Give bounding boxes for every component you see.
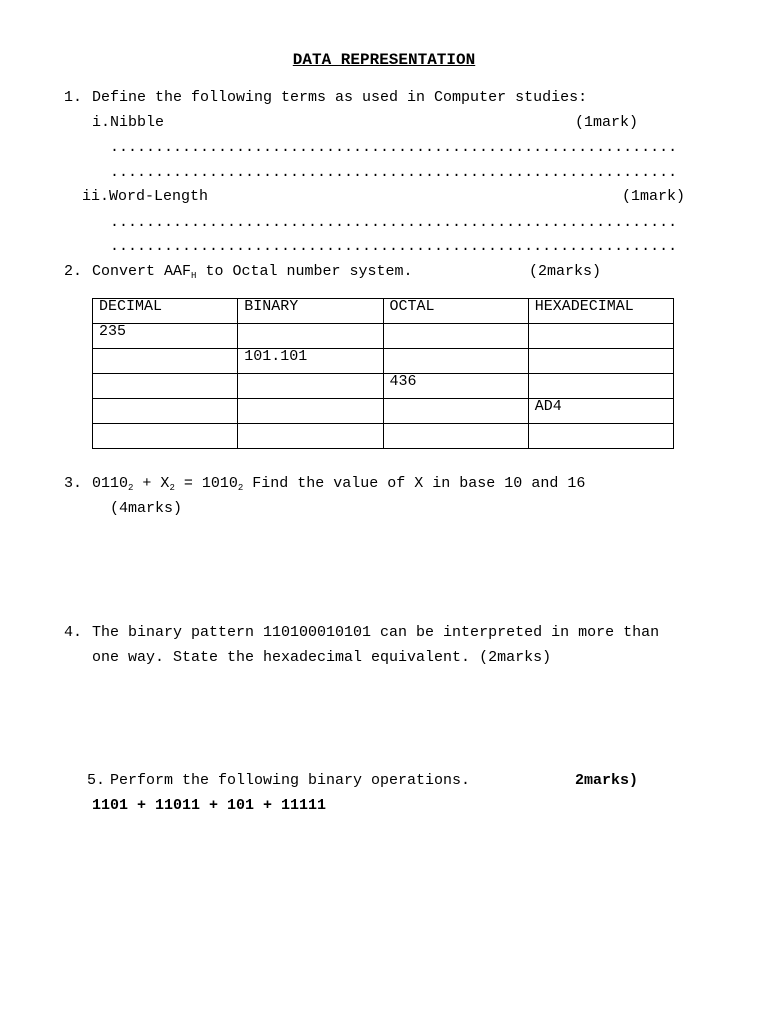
- q5-expression: 1101 + 11011 + 101 + 11111: [92, 797, 327, 814]
- q1-item-1-answer-line-1: ...............................................................: [110, 139, 678, 156]
- q5-number: 5.: [87, 772, 106, 789]
- table-cell[interactable]: [528, 424, 673, 449]
- table-cell[interactable]: [383, 424, 528, 449]
- table-row: [93, 374, 674, 399]
- table-cell[interactable]: [528, 324, 673, 349]
- conversion-table: [92, 298, 674, 449]
- q2-text-post: to Octal number system.: [196, 263, 413, 280]
- table-header-row: [93, 299, 674, 324]
- q5-marks: 2marks): [575, 772, 639, 789]
- q3-text: [92, 475, 585, 493]
- q2-text-pre: Convert AAF: [92, 263, 192, 280]
- q3-operand-a-base: 2: [128, 483, 134, 493]
- q2-text: [92, 263, 412, 281]
- table-cell[interactable]: [93, 374, 238, 399]
- q1-item-2-answer-line-2: ...............................................................: [110, 238, 678, 255]
- q1-number: 1.: [64, 89, 83, 106]
- q3-number: 3.: [64, 475, 83, 492]
- table-cell[interactable]: [93, 399, 238, 424]
- table-cell[interactable]: [93, 424, 238, 449]
- q3-result-base: 2: [237, 483, 244, 493]
- table-cell[interactable]: [238, 374, 383, 399]
- table-cell[interactable]: [238, 424, 383, 449]
- q3-marks: (4marks): [110, 500, 183, 517]
- table-cell[interactable]: [93, 349, 238, 374]
- table-cell[interactable]: 235: [93, 324, 238, 349]
- table-cell[interactable]: [528, 349, 673, 374]
- table-row: [93, 324, 674, 349]
- table-header-decimal: DECIMAL: [93, 299, 238, 324]
- q1-item-2-label: ii.Word-Length: [82, 188, 209, 205]
- table-header-hexadecimal: HEXADECIMAL: [528, 299, 673, 324]
- page-title: DATA REPRESENTATION: [292, 51, 476, 69]
- q3-x-base: 2: [169, 483, 175, 493]
- q4-number: 4.: [64, 624, 83, 641]
- table-cell[interactable]: 436: [383, 374, 528, 399]
- q5-text: Perform the following binary operations.: [110, 772, 471, 789]
- table-row: [93, 424, 674, 449]
- table-cell[interactable]: [238, 399, 383, 424]
- q2-text-sub: H: [191, 271, 197, 281]
- q3-equals: = 1010: [174, 475, 238, 492]
- q1-item-1-answer-line-2: ...............................................................: [110, 164, 678, 181]
- table-header-binary: BINARY: [238, 299, 383, 324]
- q3-operand-a: 0110: [92, 475, 129, 492]
- q1-item-2-marks: (1mark): [622, 188, 686, 205]
- q1-item-1-marks: (1mark): [575, 114, 639, 131]
- q3-rest: Find the value of X in base 10 and 16: [243, 475, 586, 492]
- q1-item-2-answer-line-1: ...............................................................: [110, 214, 678, 231]
- q2-marks: (2marks): [529, 263, 602, 280]
- table-cell[interactable]: [238, 324, 383, 349]
- table-cell[interactable]: [383, 349, 528, 374]
- q1-item-1-label: i.Nibble: [92, 114, 165, 131]
- table-header-octal: OCTAL: [383, 299, 528, 324]
- table-cell[interactable]: AD4: [528, 399, 673, 424]
- table-row: [93, 349, 674, 374]
- table-cell[interactable]: [383, 324, 528, 349]
- q4-text-line-1: The binary pattern 110100010101 can be interpreted in more than: [92, 624, 660, 641]
- table-row: [93, 399, 674, 424]
- q1-text: Define the following terms as used in Computer studies:: [92, 89, 588, 106]
- q4-text-line-2: one way. State the hexadecimal equivalent. (2marks): [92, 649, 552, 666]
- table-cell[interactable]: [528, 374, 673, 399]
- table-cell[interactable]: [383, 399, 528, 424]
- q2-number: 2.: [64, 263, 83, 280]
- table-cell[interactable]: 101.101: [238, 349, 383, 374]
- q3-operator: + X: [133, 475, 170, 492]
